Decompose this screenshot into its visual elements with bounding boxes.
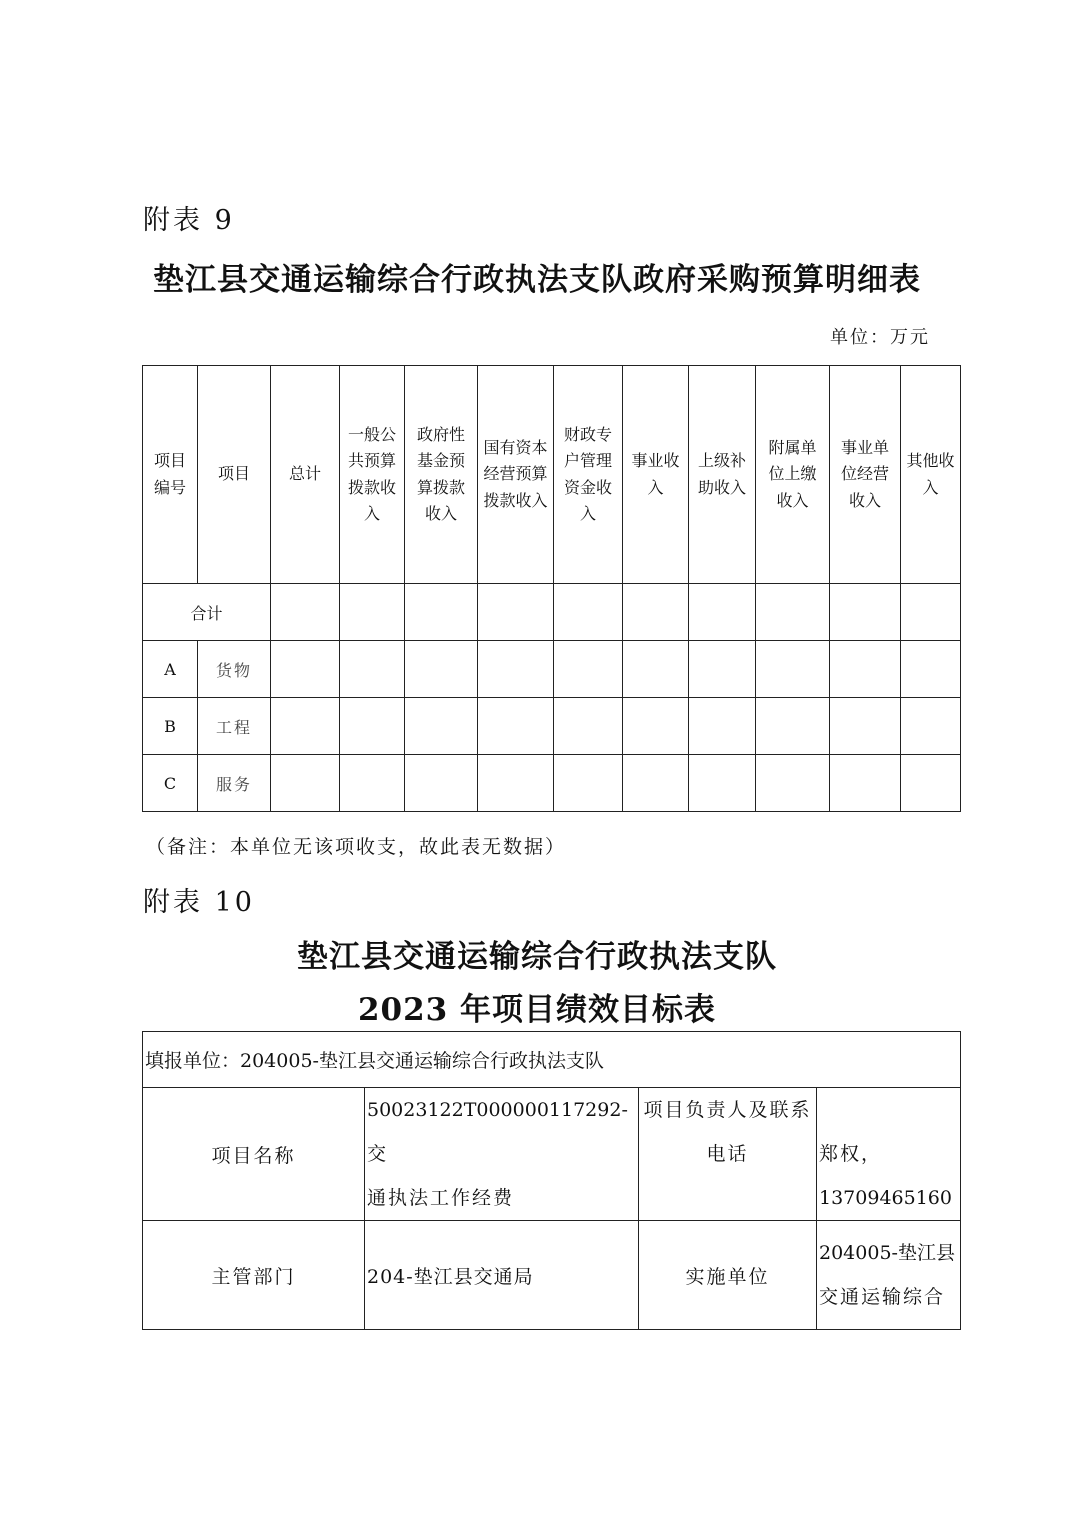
appendix-9-label: 附表 9: [143, 205, 235, 236]
reporting-unit: 填报单位：204005-垫江县交通运输综合行政执法支队: [143, 1032, 961, 1088]
leader-phone: 13709465160: [819, 1187, 952, 1209]
leader-label: [639, 1088, 817, 1221]
header-cell: [623, 366, 689, 584]
header-line: 入: [922, 477, 939, 497]
department-row: [143, 1221, 961, 1330]
unit-label: 单位：万元: [830, 327, 930, 348]
table-note: （备注：本单位无该项收支，故此表无数据）: [146, 836, 567, 858]
header-line: 其他收: [906, 451, 955, 470]
header-line: 位上缴: [768, 464, 817, 484]
header-cell: [143, 366, 198, 584]
leader-label-line1: 项目负责人及联系: [643, 1099, 812, 1121]
row-code: C: [143, 755, 198, 812]
procurement-budget-table: [142, 365, 961, 812]
header-line: 算拨款: [416, 477, 465, 497]
header-line: 入: [363, 504, 380, 523]
project-name-value: [365, 1088, 639, 1221]
header-line: 事业收: [631, 451, 680, 470]
performance-target-table: [142, 1031, 961, 1330]
appendix-10-title-line1: 垫江县交通运输综合行政执法支队: [297, 939, 777, 975]
project-name-row: [143, 1088, 961, 1221]
header-cell: [405, 366, 478, 584]
header-line: 财政专: [563, 424, 612, 444]
impl-line1: 204005-垫江县: [819, 1242, 955, 1264]
appendix-10-label: 附表 10: [143, 887, 255, 918]
header-line: 项目: [153, 451, 186, 470]
header-line: 基金预: [416, 451, 465, 470]
header-line: 拨款收: [347, 477, 396, 497]
row-name: 工程: [198, 698, 271, 755]
total-row: [143, 584, 961, 641]
header-line: 户管理: [563, 451, 612, 470]
row-name: 服务: [198, 755, 271, 812]
project-name-line1: 50023122T000000117292-交: [367, 1099, 628, 1165]
table-row: [143, 698, 961, 755]
header-line: 助收入: [697, 477, 746, 497]
header-line: 附属单: [768, 437, 817, 457]
impl-line2: 交通运输综合: [819, 1286, 946, 1308]
header-line: 入: [579, 504, 596, 523]
total-label: 合计: [143, 584, 271, 641]
header-line: 入: [647, 477, 664, 497]
header-cell: [271, 366, 340, 584]
leader-label-line2: 电话: [706, 1143, 749, 1165]
header-line: 总计: [288, 464, 321, 484]
appendix-10-title-line2: 2023 年项目绩效目标表: [357, 992, 717, 1028]
row-code: B: [143, 698, 198, 755]
row-code: A: [143, 641, 198, 698]
appendix-9-title: 垫江县交通运输综合行政执法支队政府采购预算明细表: [153, 262, 921, 298]
header-cell: [901, 366, 961, 584]
dept-label: 主管部门: [143, 1221, 365, 1330]
header-line: 收入: [424, 504, 457, 523]
header-cell: [689, 366, 756, 584]
header-cell: [198, 366, 271, 584]
table-row: [143, 755, 961, 812]
header-line: 一般公: [347, 424, 396, 444]
project-name-line2: 通执法工作经费: [367, 1187, 515, 1209]
header-line: 上级补: [697, 451, 746, 470]
header-cell: [478, 366, 554, 584]
project-name-label: 项目名称: [143, 1088, 365, 1221]
header-cell: [756, 366, 830, 584]
leader-value: [817, 1088, 961, 1221]
header-line: 事业单: [840, 437, 889, 457]
header-line: 经营预算: [483, 464, 548, 484]
header-line: 政府性: [416, 424, 465, 444]
table-row: [143, 641, 961, 698]
header-line: 收入: [776, 490, 809, 510]
header-cell: [340, 366, 405, 584]
table-header-row: [143, 366, 961, 584]
header-line: 位经营: [840, 464, 889, 484]
header-cell: [830, 366, 901, 584]
impl-value: [817, 1221, 961, 1330]
impl-label: 实施单位: [639, 1221, 817, 1330]
reporting-unit-row: [143, 1032, 961, 1088]
header-line: 共预算: [347, 451, 396, 470]
row-name: 货物: [198, 641, 271, 698]
header-line: 编号: [153, 477, 186, 497]
header-line: 收入: [848, 490, 881, 510]
header-line: 拨款收入: [483, 490, 548, 510]
leader-name: 郑权，: [819, 1143, 883, 1165]
header-line: 资金收: [563, 477, 612, 497]
header-cell: [554, 366, 623, 584]
header-line: 国有资本: [483, 437, 548, 457]
header-line: 项目: [217, 464, 250, 484]
dept-value: 204-垫江县交通局: [365, 1221, 639, 1330]
